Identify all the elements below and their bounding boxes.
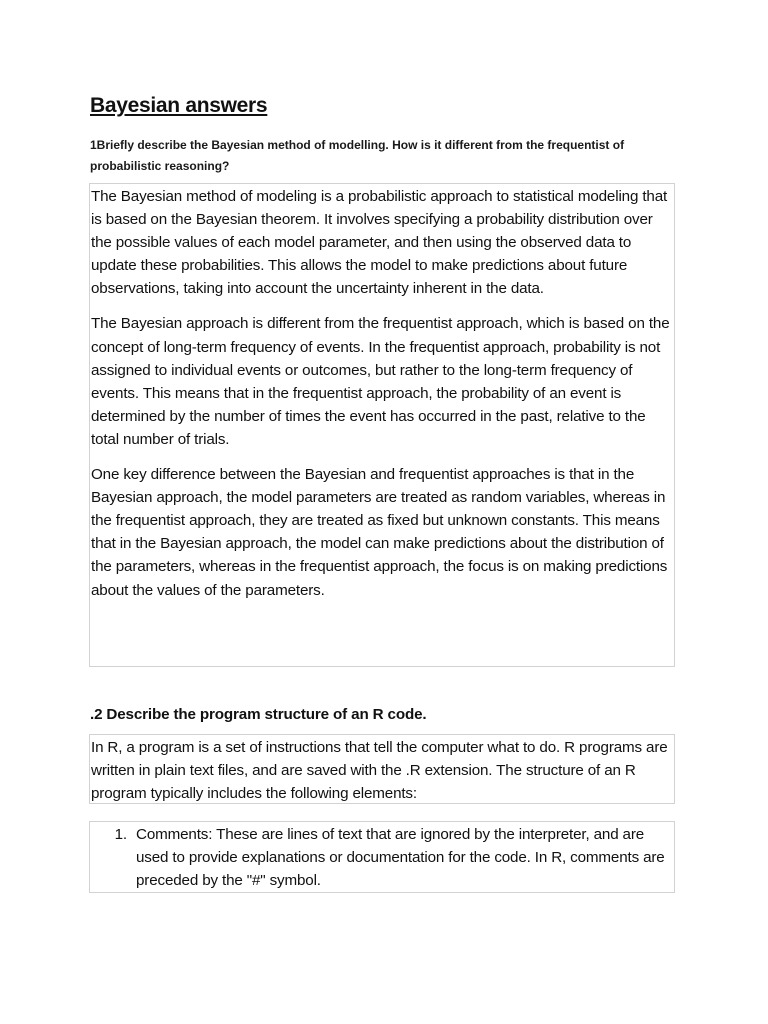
answer-1-paragraph-3: One key difference between the Bayesian and frequentist approaches is that in the Bayesian approach, the model parameters are treated as random variables, whereas in the frequentist approach, they are treated as fixed but unknown constants. This means that in the Bayesian approach, the model can make predictions about the distribution of the parameters, whereas in the frequentist approach, the focus is on making predictions about the values of the parameters. xyxy=(91,466,668,599)
answer-1-paragraph-1: The Bayesian method of modeling is a probabilistic approach to statistical modeling that is based on the Bayesian theorem. It involves specifying a probability distribution over the possible values of each model parameter, and then using the observed data to update these probabilities. This allows the model to make predictions about future observations, taking into account the uncertainty inherent in the data. xyxy=(91,188,668,298)
document-title: Bayesian answers xyxy=(90,94,268,117)
list-item-number: 1. xyxy=(114,826,127,843)
answer-2-intro: In R, a program is a set of instructions that tell the computer what to do. R programs are written in plain text files, and are saved with the .R extension. The structure of an R program typically includes the following elements: xyxy=(91,739,668,803)
question-1: 1Briefly describe the Bayesian method of modelling. How is it different from the frequentist of probabilistic reasoning? xyxy=(90,138,625,173)
question-2: .2 Describe the program structure of an R code. xyxy=(90,706,427,723)
answer-2-list xyxy=(90,823,671,892)
answer-1-paragraph-2: The Bayesian approach is different from the frequentist approach, which is based on the concept of long-term frequency of events. In the frequentist approach, probability is not assigned to individual events or outcomes, but rather to the long-term frequency of events. This means that in the frequentist approach, the probability of an event is determined by the number of times the event has occurred in the past, relative to the total number of trials. xyxy=(91,315,670,448)
list-item xyxy=(90,823,671,892)
answer-1-box xyxy=(89,183,675,667)
answer-2-intro-box xyxy=(89,734,675,804)
list-item-text: Comments: These are lines of text that are ignored by the interpreter, and are used to provide explanations or documentation for the code. In R, comments are preceded by the "#" symbol. xyxy=(136,826,665,890)
answer-2-list-box xyxy=(89,821,675,893)
